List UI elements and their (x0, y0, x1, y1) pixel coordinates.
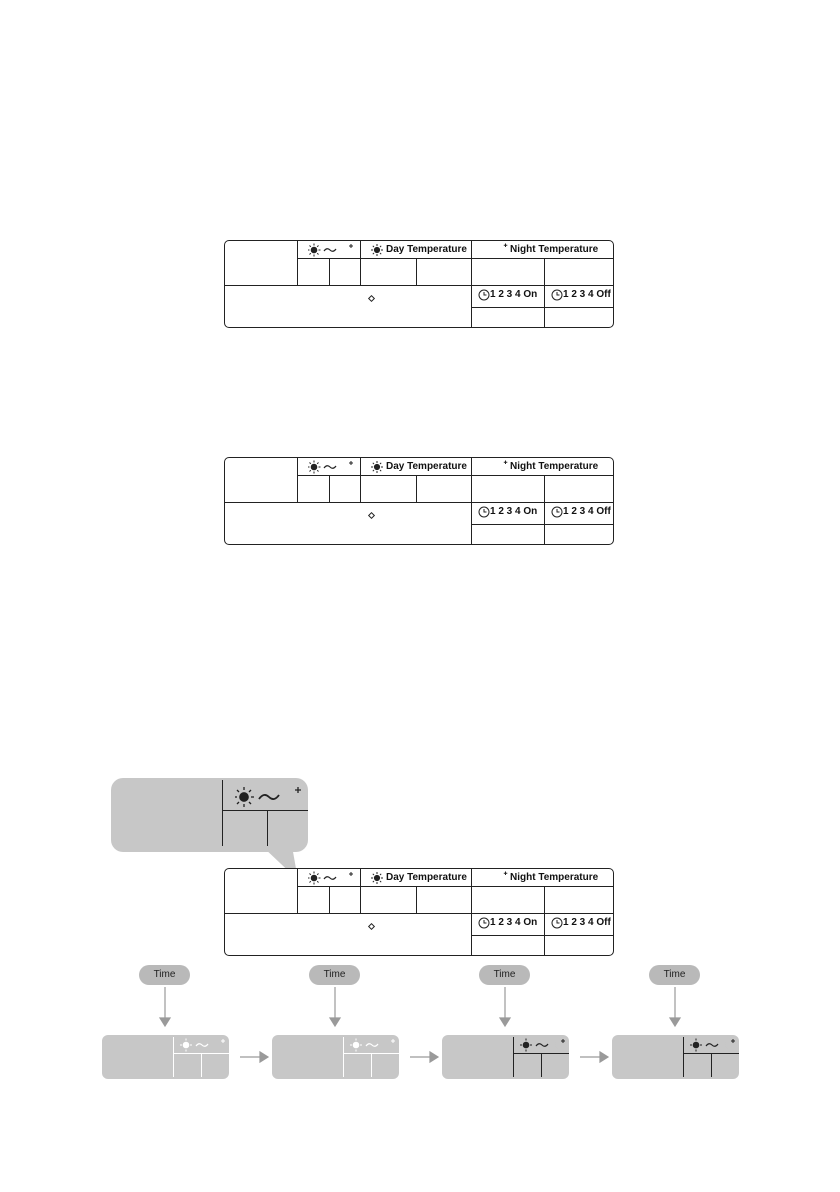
timer-off-label: 1 2 3 4 Off (563, 917, 611, 928)
timer-on-label: 1 2 3 4 On (490, 289, 538, 300)
time-button-2[interactable]: Time (309, 965, 360, 985)
day-temperature-label: Day Temperature (386, 872, 467, 883)
sun-icon (350, 1039, 362, 1052)
timer-on-label: 1 2 3 4 On (490, 917, 538, 928)
timer-off-label: 1 2 3 4 Off (563, 506, 611, 517)
down-arrow-icon (500, 1018, 510, 1026)
mini-panel-1 (102, 1035, 229, 1079)
moon-icon (555, 1039, 565, 1050)
day-night-symbol-icon (690, 1038, 736, 1052)
down-arrow-icon (670, 1018, 680, 1026)
right-arrow-icon (260, 1052, 268, 1062)
day-night-symbol-icon (180, 1038, 226, 1052)
day-temperature-label: Day Temperature (386, 244, 467, 255)
tilde-icon (366, 1044, 378, 1047)
right-arrow-icon (600, 1052, 608, 1062)
mini-panel-3 (442, 1035, 569, 1079)
night-temperature-label: Night Temperature (510, 872, 599, 883)
time-button-3[interactable]: Time (479, 965, 530, 985)
night-temperature-label: Night Temperature (510, 244, 599, 255)
timer-off-label: 1 2 3 4 Off (563, 289, 611, 300)
timer-on-label: 1 2 3 4 On (490, 506, 538, 517)
right-arrow-icon (430, 1052, 438, 1062)
down-arrow-icon (330, 1018, 340, 1026)
night-temperature-label: Night Temperature (510, 461, 599, 472)
sun-icon (520, 1039, 532, 1052)
day-temperature-label: Day Temperature (386, 461, 467, 472)
moon-icon (725, 1039, 735, 1050)
tilde-icon (196, 1044, 208, 1047)
time-button-4[interactable]: Time (649, 965, 700, 985)
mini-panel-2 (272, 1035, 399, 1079)
sun-icon (180, 1039, 192, 1052)
down-arrow-icon (160, 1018, 170, 1026)
day-night-symbol-icon (520, 1038, 566, 1052)
time-button-1[interactable]: Time (139, 965, 190, 985)
moon-icon (215, 1039, 225, 1050)
moon-icon (385, 1039, 395, 1050)
sun-icon (690, 1039, 702, 1052)
mini-panel-4 (612, 1035, 739, 1079)
day-night-symbol-icon (350, 1038, 396, 1052)
tilde-icon (706, 1044, 718, 1047)
tilde-icon (536, 1044, 548, 1047)
